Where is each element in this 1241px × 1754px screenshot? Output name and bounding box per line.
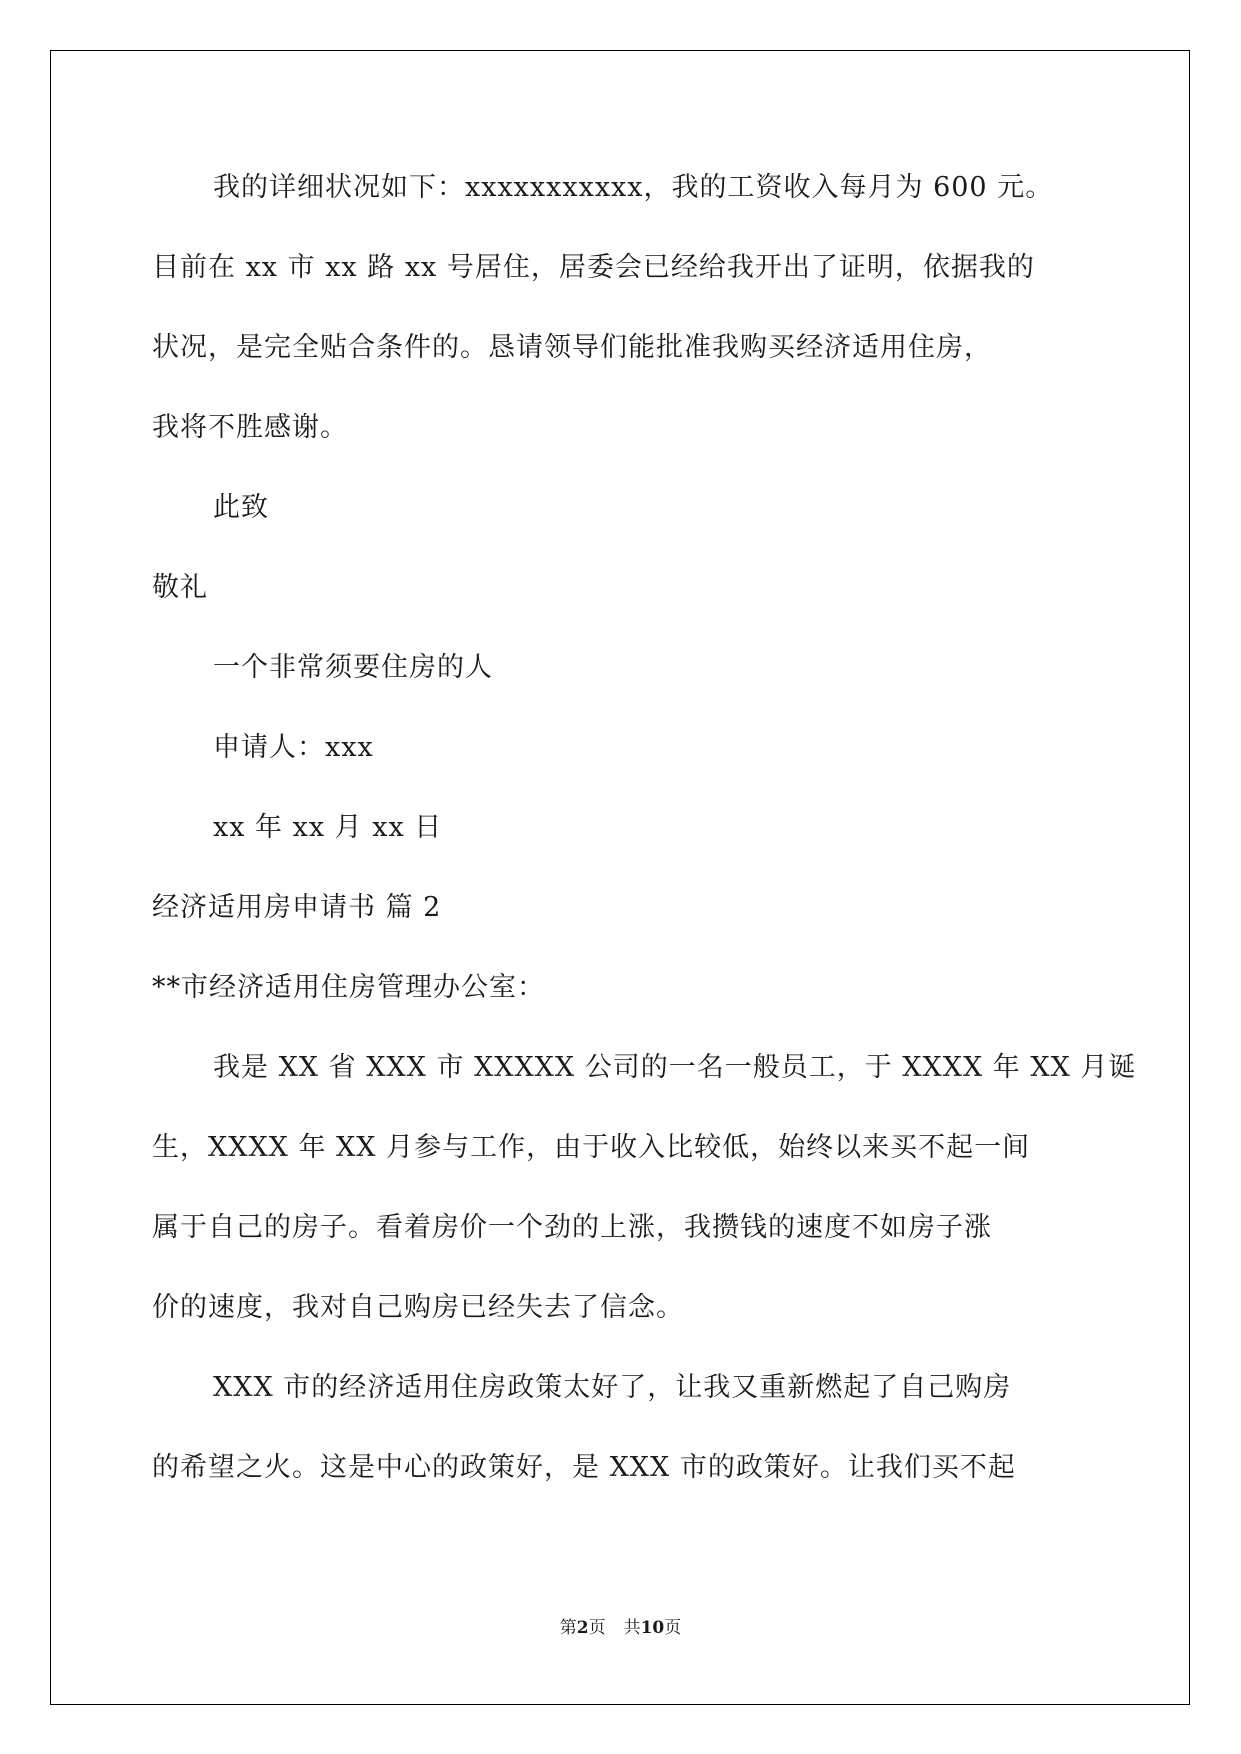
paragraph-line: 生，XXXX 年 XX 月参与工作，由于收入比较低，始终以来买不起一间 [152, 1132, 1031, 1163]
page-prefix: 第 [559, 1618, 577, 1638]
signature-line: 一个非常须要住房的人 [213, 652, 493, 683]
paragraph-line: 属于自己的房子。看着房价一个劲的上涨，我攒钱的速度不如房子涨 [152, 1212, 992, 1243]
paragraph-line: 价的速度，我对自己购房已经失去了信念。 [152, 1292, 684, 1323]
page-number: 2 [576, 1618, 589, 1638]
paragraph-line: 目前在 xx 市 xx 路 xx 号居住，居委会已经给我开出了证明，依据我的 [152, 252, 1035, 283]
page-suffix: 页 [588, 1618, 606, 1638]
total-pages: 10 [640, 1618, 665, 1638]
total-suffix: 页 [664, 1618, 682, 1638]
paragraph-line: 的希望之火。这是中心的政策好，是 XXX 市的政策好。让我们买不起 [152, 1452, 1016, 1483]
total-prefix: 共 [623, 1618, 641, 1638]
addressee-line: **市经济适用住房管理办公室： [152, 972, 545, 1003]
closing-regards: 敬礼 [152, 572, 208, 603]
paragraph-line: 我是 XX 省 XXX 市 XXXXX 公司的一名一般员工，于 XXXX 年 XX 月诞 [213, 1052, 1137, 1083]
paragraph-line: XXX 市的经济适用住房政策太好了，让我又重新燃起了自己购房 [213, 1372, 1012, 1403]
applicant-line: 申请人：xxx [213, 732, 374, 763]
closing-salutation: 此致 [213, 492, 269, 523]
paragraph-line: 我的详细状况如下：xxxxxxxxxxx，我的工资收入每月为 600 元。 [213, 172, 1054, 203]
paragraph-line: 状况，是完全贴合条件的。恳请领导们能批准我购买经济适用住房， [152, 332, 992, 363]
paragraph-line: 我将不胜感谢。 [152, 412, 348, 443]
section-heading: 经济适用房申请书 篇 2 [152, 892, 442, 923]
date-line: xx 年 xx 月 xx 日 [213, 812, 443, 843]
page-footer [0, 1613, 1241, 1638]
